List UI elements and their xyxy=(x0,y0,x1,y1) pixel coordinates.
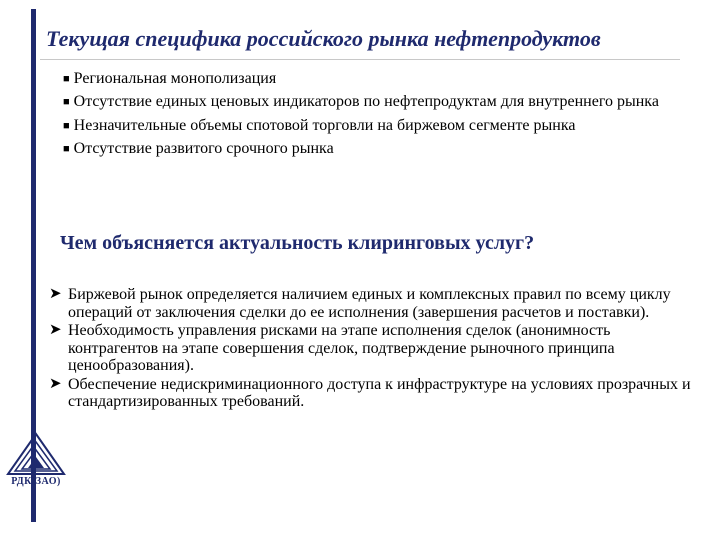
square-bullet-icon: ■ xyxy=(63,119,70,132)
company-logo xyxy=(1,432,71,494)
specifics-item xyxy=(63,91,680,114)
reason-item-text: Необходимость управления рисками на этапе исполнения сделок (анонимность контрагентов на этапе совершения сделок, подтверждение рыночного принципа ценообразования). xyxy=(68,322,615,374)
arrow-bullet-icon: ➤ xyxy=(49,286,62,302)
square-bullet-icon: ■ xyxy=(63,143,70,156)
specifics-item xyxy=(63,68,680,91)
square-bullet-icon: ■ xyxy=(63,96,70,109)
square-bullet-icon: ■ xyxy=(63,73,70,85)
reason-item xyxy=(49,322,699,375)
section-question: Чем объясняется актуальность клиринговых услуг? xyxy=(60,232,535,254)
specifics-item-text: Отсутствие развитого срочного рынка xyxy=(73,140,334,158)
slide-title: Текущая специфика российского рынка нефтепродуктов xyxy=(46,26,601,51)
specifics-item xyxy=(63,138,680,161)
reason-item-text: Обеспечение недискриминационного доступа к инфраструктуре на условиях прозрачных и стандартизированных требований. xyxy=(68,375,691,410)
reason-item xyxy=(49,286,699,321)
specifics-item-text: Незначительные объемы спотовой торговли на биржевом сегменте рынка xyxy=(73,116,576,134)
reason-item-text: Биржевой рынок определяется наличием единых и комплексных правил по всему циклу операций от заключения сделки до ее исполнения (завершения расчетов и поставки). xyxy=(68,286,671,321)
reasons-list xyxy=(49,286,699,412)
specifics-item-text: Отсутствие единых ценовых индикаторов по нефтепродуктам для внутреннего рынка xyxy=(73,93,659,111)
arrow-bullet-icon: ➤ xyxy=(49,375,62,392)
specifics-item-text: Региональная монополизация xyxy=(73,70,277,87)
specifics-list xyxy=(63,68,680,162)
logo-text: РДК(ЗАО) xyxy=(11,476,61,487)
reason-item xyxy=(49,376,699,411)
specifics-item xyxy=(63,115,680,138)
arrow-bullet-icon: ➤ xyxy=(49,322,62,338)
title-divider xyxy=(40,59,680,60)
triangle-logo-icon xyxy=(6,432,66,476)
